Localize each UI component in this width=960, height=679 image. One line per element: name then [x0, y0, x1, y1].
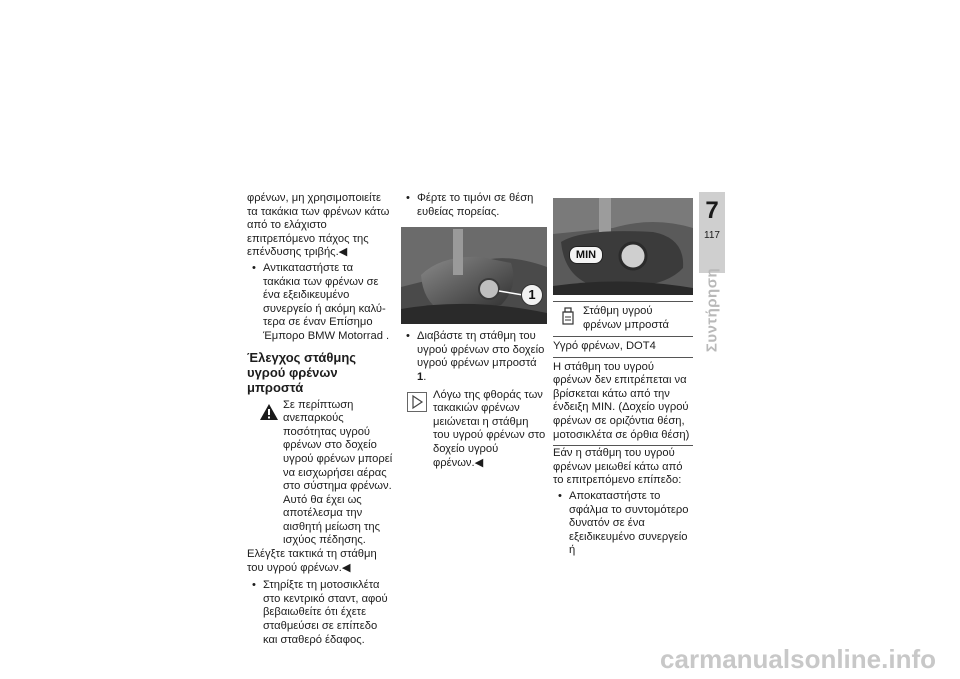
bullet-center-stand: • Στηρίξτε τη μοτοσικλέτα στο κεντρικό σταντ, αφού βεβαιωθείτε ότι έχετε σταθμεύσει σε επίπεδο και σταθερό έδαφος. [247, 579, 393, 647]
spec-box-title: Στάθμη υγρού φρένων μπροστά [583, 305, 670, 331]
warning-block [247, 399, 393, 549]
note-block [401, 389, 547, 471]
watermark: carmanualsonline.info [660, 644, 936, 674]
note-play-icon [407, 392, 427, 412]
warning-text: Σε περίπτωση ανεπαρκούς ποσότητας υγρού φρένων στο δοχείο υγρού φρένων μπορεί να εισχωρήσει αέρας στο σύστημα φρένων. Αυτό θα έχει ως αποτέλεσμα την αισθητή μείωση της ισχύος πέδησης. [283, 398, 393, 547]
section-label: Συντήρηση [703, 267, 721, 353]
section-heading: Έλεγχος στάθμης υγρού φρένων μπροστά [247, 349, 357, 395]
bullet-handlebar: • Φέρτε το τιμόνι σε θέση ευθείας πορείας. [401, 192, 547, 219]
min-label [569, 246, 603, 264]
intro-text: φρένων, μη χρησιμοποιείτε τα τακάκια των φρένων κάτω από το ελάχιστο επιτρεπόμενο πάχος της επένδυσης τριβής.◀ [247, 192, 390, 259]
min-mark-photo [553, 198, 693, 295]
bullet-replace-pads: • Αντικαταστήστε τα τακάκια των φρένων σε ένα εξειδικευμένο συνεργείο ή ακόμη καλύτερα σε έναν Επίσημο Έμπορο BMW Motorrad . [247, 262, 393, 344]
warning-triangle-icon [259, 403, 279, 421]
reservoir-illustration [401, 227, 547, 324]
column-1 [247, 192, 393, 649]
reservoir-photo [401, 227, 547, 324]
warning-tail: Ελέγξτε τακτικά τη στάθμη του υγρού φρένων.◀ [247, 548, 377, 574]
spec-box-header [553, 302, 693, 337]
bullet-read-level [401, 330, 547, 384]
read-level-text: Διαβάστε τη στάθμη του υγρού φρένων στο δοχείο υγρού φρένων μπροστά [417, 330, 545, 370]
brake-fluid-reservoir-icon [561, 307, 575, 325]
chapter-badge [699, 192, 725, 273]
column-3 [553, 192, 693, 560]
spec-level-rule: Η στάθμη του υγρού φρένων δεν επιτρέπεται να βρίσκεται κάτω από την ένδειξη MIN. (Δοχείο υγρού φρένων σε οριζόντια θέση, μοτοσικλέτα σε όρθια θέση) [553, 360, 690, 441]
spec-fluid-type: Υγρό φρένων, DOT4 [553, 337, 693, 358]
page-number: 117 [704, 230, 720, 241]
level-below-text: Εάν η στάθμη του υγρού φρένων μειωθεί κάτω από το επιτρεπόμενο επίπεδο: [553, 447, 683, 487]
callout-1-label: 1 [528, 287, 536, 303]
read-level-end: . [423, 370, 427, 383]
column-2 [401, 192, 547, 472]
note-text: Λόγω της φθοράς των τακακιών φρένων μειώνεται η στάθμη του υγρού φρένων στο δοχείο υγρού φρένων.◀ [433, 388, 546, 469]
chapter-number: 7 [705, 197, 719, 224]
min-label-text: MIN [575, 249, 597, 261]
read-level-ref: 1 [417, 370, 424, 383]
spec-box [553, 301, 693, 446]
bullet-fix-fault: • Αποκαταστήστε το σφάλμα το συντομότερο δυνατόν σε ένα εξειδικευμένο συνεργείο ή [553, 490, 693, 558]
